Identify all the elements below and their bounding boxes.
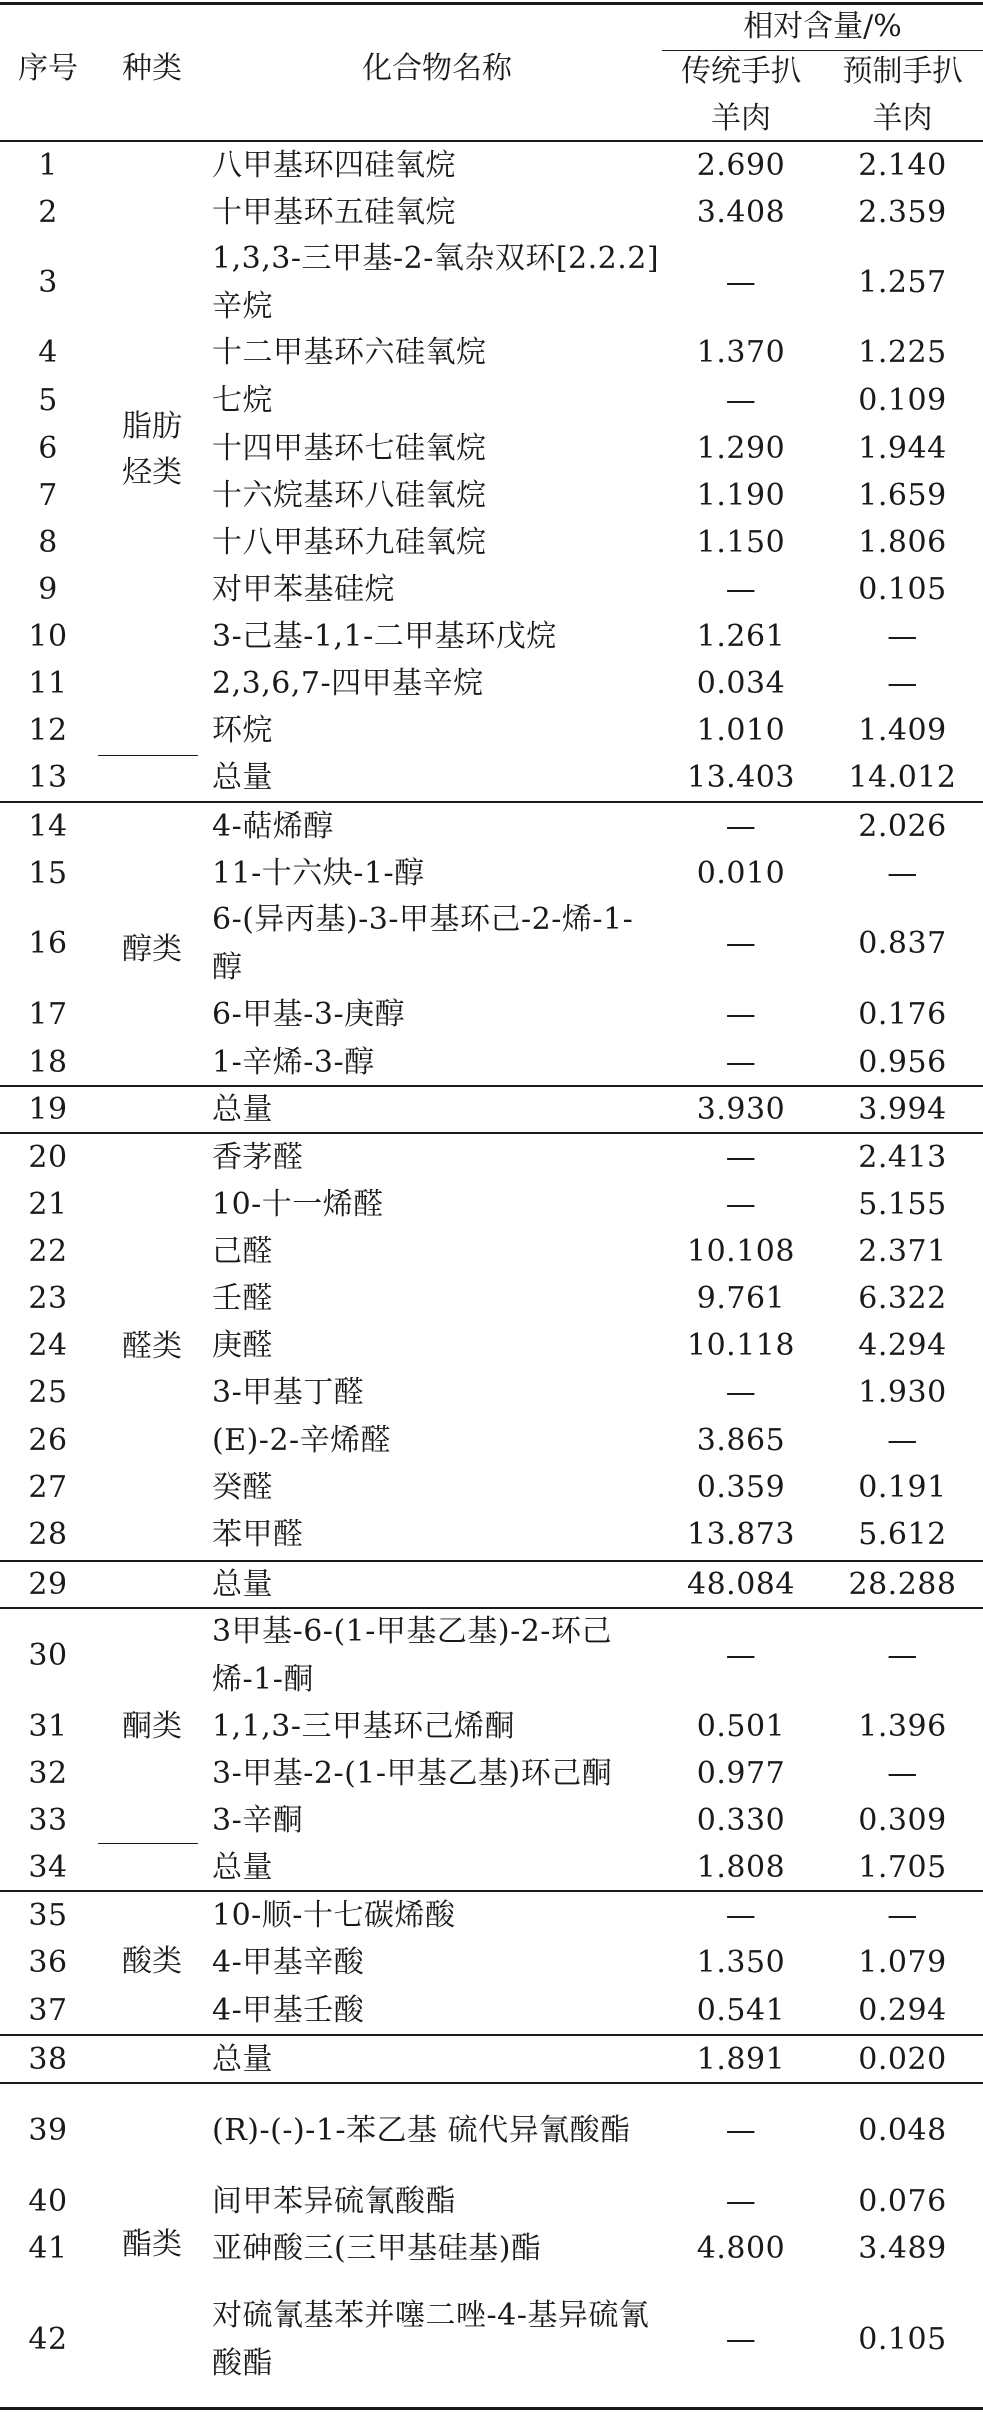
table-row	[0, 377, 983, 425]
traditional-value: —	[725, 1186, 757, 1222]
table-row	[0, 2272, 983, 2407]
row-index: 38	[28, 2042, 68, 2077]
table-row	[0, 1322, 983, 1369]
compound-name: 2,3,6,7-四甲基辛烷	[212, 665, 484, 701]
prefabricated-value: 0.105	[858, 2321, 947, 2357]
traditional-value: 9.761	[696, 1280, 786, 1316]
table-row	[0, 1750, 983, 1797]
row-index: 11	[28, 665, 68, 701]
traditional-value: 0.541	[696, 1992, 786, 2028]
prefabricated-value: 0.294	[858, 1992, 947, 2028]
row-index: 29	[28, 1567, 68, 1602]
row-index: 18	[28, 1044, 68, 1080]
prefabricated-value: 2.026	[858, 808, 947, 844]
table-row	[0, 1181, 983, 1228]
table-row	[0, 1039, 983, 1086]
prefabricated-value: 1.659	[858, 477, 947, 513]
traditional-value: —	[725, 264, 757, 300]
table-row	[0, 1797, 983, 1844]
compound-name: 十六烷基环八硅氧烷	[212, 477, 487, 513]
prefabricated-value: 5.155	[858, 1186, 947, 1222]
row-index: 10	[28, 618, 68, 654]
row-index: 32	[28, 1755, 68, 1791]
table-row	[0, 519, 983, 566]
prefabricated-value: 0.176	[858, 997, 947, 1032]
traditional-value: —	[725, 1897, 757, 1933]
compound-name: 壬醛	[212, 1280, 273, 1316]
traditional-value: 1.150	[696, 524, 786, 560]
row-index: 21	[28, 1186, 68, 1222]
traditional-value: 0.501	[696, 1708, 786, 1744]
row-index: 27	[28, 1469, 68, 1505]
table-row	[0, 707, 983, 754]
prefabricated-value: 28.288	[848, 1567, 957, 1602]
table-row	[0, 236, 983, 329]
row-index: 5	[38, 383, 58, 418]
row-index: 2	[38, 194, 58, 230]
prefabricated-value: 6.322	[858, 1280, 947, 1316]
row-index: 35	[28, 1897, 68, 1933]
table-row	[0, 566, 983, 613]
compound-name: 总量	[212, 1567, 273, 1602]
table-row	[0, 142, 983, 189]
row-index: 40	[28, 2184, 68, 2219]
row-index: 22	[28, 1233, 68, 1269]
row-index: 34	[28, 1850, 68, 1885]
row-index: 37	[28, 1992, 68, 2028]
table-row	[0, 1609, 983, 1703]
table-row	[0, 1369, 983, 1417]
prefabricated-value: 0.076	[858, 2184, 947, 2219]
row-index: 31	[28, 1708, 68, 1744]
table-row	[0, 1464, 983, 1511]
row-index: 42	[28, 2321, 68, 2357]
traditional-value: 1.350	[696, 1945, 786, 1980]
prefabricated-value: —	[887, 1897, 918, 1933]
traditional-value: —	[725, 997, 757, 1032]
compound-name: 总量	[212, 1092, 273, 1127]
prefabricated-value: 1.705	[858, 1850, 947, 1885]
row-index: 19	[28, 1092, 68, 1127]
traditional-value: —	[725, 1044, 757, 1080]
row-index: 23	[28, 1280, 68, 1316]
row-index: 3	[38, 264, 58, 300]
traditional-value: 3.930	[696, 1092, 786, 1127]
table-row	[0, 1511, 983, 1558]
compound-name: 间甲苯异硫氰酸酯	[212, 2184, 456, 2219]
table-row	[0, 2084, 983, 2178]
compound-name: 对甲苯基硅烷	[212, 571, 395, 607]
prefabricated-value: —	[887, 665, 918, 701]
header-relative-content: 相对含量/%	[743, 8, 902, 44]
prefabricated-value: 0.105	[858, 571, 947, 607]
prefabricated-value: 3.994	[858, 1092, 947, 1127]
compound-name: 环烷	[212, 712, 273, 748]
table-row	[0, 1134, 983, 1181]
traditional-value: —	[725, 2113, 757, 2148]
prefabricated-value: 1.944	[858, 430, 947, 466]
row-index: 24	[28, 1327, 68, 1363]
traditional-value: 1.290	[696, 430, 786, 466]
compound-name: 3-甲基丁醛	[212, 1375, 365, 1410]
table-row	[0, 2178, 983, 2226]
prefabricated-value: 1.079	[858, 1945, 947, 1980]
traditional-value: —	[725, 571, 757, 607]
traditional-value: 0.359	[696, 1469, 786, 1505]
prefabricated-value: 1.396	[858, 1708, 947, 1744]
table-row	[0, 1939, 983, 1987]
traditional-value: 13.873	[687, 1516, 795, 1552]
compound-name: 十四甲基环七硅氧烷	[212, 430, 487, 466]
traditional-value: —	[725, 1139, 757, 1175]
table-row	[0, 613, 983, 660]
header-prefabricated: 预制手扒羊肉	[842, 53, 963, 136]
prefabricated-value: 0.837	[858, 926, 947, 961]
table-row	[0, 2226, 983, 2272]
row-index: 8	[38, 524, 58, 560]
compound-name: 十二甲基环六硅氧烷	[212, 335, 487, 370]
prefabricated-value: 2.359	[858, 194, 947, 230]
header-index: 序号	[18, 50, 78, 86]
prefabricated-value: 0.048	[858, 2113, 947, 2148]
traditional-value: 0.330	[696, 1802, 786, 1838]
compound-name: 4-甲基辛酸	[212, 1945, 365, 1980]
row-index: 33	[28, 1802, 68, 1838]
compound-name: 八甲基环四硅氧烷	[212, 147, 456, 183]
compound-name: 6-(异丙基)-3-甲基环己-2-烯-1-醇	[212, 902, 634, 985]
compound-name: 庚醛	[212, 1327, 273, 1363]
prefabricated-value: 3.489	[858, 2231, 947, 2266]
traditional-value: 1.370	[696, 335, 786, 370]
row-index: 13	[28, 760, 68, 795]
prefabricated-value: 1.225	[858, 335, 947, 370]
row-index: 39	[28, 2113, 68, 2148]
total-row	[0, 1086, 983, 1134]
compound-name: 香茅醛	[212, 1139, 304, 1175]
traditional-value: 48.084	[687, 1567, 795, 1602]
compound-name: 总量	[212, 760, 273, 795]
traditional-value: 3.408	[696, 194, 786, 230]
compound-name: 1,1,3-三甲基环己烯酮	[212, 1708, 515, 1744]
compound-name: 苯甲醛	[212, 1516, 304, 1552]
total-row	[0, 1561, 983, 1609]
header-type: 种类	[122, 50, 182, 86]
traditional-value: 1.891	[696, 2042, 786, 2077]
compound-name: 总量	[212, 1850, 273, 1885]
row-index: 15	[28, 855, 68, 891]
total-row	[0, 2036, 983, 2084]
row-index: 6	[38, 430, 58, 466]
prefabricated-value: —	[887, 618, 918, 654]
compound-name: 10-十一烯醛	[212, 1186, 384, 1222]
traditional-value: 10.118	[687, 1327, 795, 1363]
row-index: 1	[38, 147, 58, 183]
row-index: 7	[38, 477, 58, 513]
bottom-rule	[0, 2407, 983, 2410]
table-row	[0, 1987, 983, 2034]
row-index: 9	[38, 571, 58, 607]
compound-name: 3-辛酮	[212, 1802, 304, 1838]
compound-name: (R)-(-)-1-苯乙基 硫代异氰酸酯	[212, 2113, 631, 2148]
compound-name: 1,3,3-三甲基-2-氧杂双环[2.2.2]辛烷	[212, 240, 660, 324]
compound-name: 七烷	[212, 383, 273, 418]
compound-name: 十甲基环五硅氧烷	[212, 194, 456, 230]
compound-name: 总量	[212, 2042, 273, 2077]
compound-name: 11-十六炔-1-醇	[212, 855, 425, 891]
compound-name: 3-己基-1,1-二甲基环戊烷	[212, 618, 557, 654]
compound-name: 对硫氰基苯并噻二唑-4-基异硫氰酸酯	[212, 2297, 650, 2381]
prefabricated-value: 1.930	[858, 1375, 947, 1410]
prefabricated-value: 2.140	[858, 147, 947, 183]
table-row	[0, 1228, 983, 1275]
header-traditional: 传统手扒羊肉	[681, 53, 801, 136]
table-row	[0, 803, 983, 850]
traditional-value: 1.808	[696, 1850, 786, 1885]
table-row	[0, 1892, 983, 1939]
prefabricated-value: 0.020	[858, 2042, 947, 2077]
traditional-value: —	[725, 808, 757, 844]
compound-name: 1-辛烯-3-醇	[212, 1044, 375, 1080]
row-index: 28	[28, 1516, 68, 1552]
prefabricated-value: 4.294	[858, 1327, 947, 1363]
prefabricated-value: 1.257	[858, 264, 947, 300]
compound-name: 十八甲基环九硅氧烷	[212, 524, 487, 560]
row-index: 41	[28, 2231, 68, 2266]
traditional-value: 1.190	[696, 477, 786, 513]
compound-name: 6-甲基-3-庚醇	[212, 997, 406, 1032]
traditional-value: 1.261	[696, 618, 786, 654]
prefabricated-value: —	[887, 1422, 918, 1458]
category-alcohols: 醇类	[122, 931, 182, 967]
compound-name: 4-萜烯醇	[212, 808, 334, 844]
category-ketones: 酮类	[122, 1708, 182, 1744]
prefabricated-value: —	[887, 855, 918, 891]
total-row	[0, 1844, 983, 1892]
compound-name: 3-甲基-2-(1-甲基乙基)环己酮	[212, 1755, 613, 1791]
row-index: 14	[28, 808, 68, 844]
prefabricated-value: 1.409	[858, 712, 947, 748]
traditional-value: 2.690	[696, 147, 786, 183]
table-row	[0, 1275, 983, 1322]
traditional-value: —	[725, 1638, 757, 1673]
traditional-value: 1.010	[696, 712, 786, 748]
compound-name: (E)-2-辛烯醛	[212, 1422, 392, 1458]
header-compound-name: 化合物名称	[362, 50, 512, 86]
traditional-value: 13.403	[687, 760, 795, 795]
traditional-value: 0.034	[696, 665, 786, 701]
compound-name: 10-顺-十七碳烯酸	[212, 1897, 456, 1933]
row-index: 36	[28, 1945, 68, 1980]
traditional-value: —	[725, 383, 757, 418]
compound-name: 4-甲基壬酸	[212, 1992, 365, 2028]
prefabricated-value: —	[887, 1638, 918, 1673]
table-row	[0, 897, 983, 991]
table-row	[0, 850, 983, 897]
prefabricated-value: —	[887, 1755, 918, 1791]
prefabricated-value: 5.612	[858, 1516, 947, 1552]
prefabricated-value: 1.806	[858, 524, 947, 560]
compound-name: 癸醛	[212, 1469, 273, 1505]
table-row	[0, 329, 983, 377]
prefabricated-value: 2.371	[858, 1233, 947, 1269]
row-index: 26	[28, 1422, 68, 1458]
prefabricated-value: 2.413	[858, 1139, 947, 1175]
prefabricated-value: 0.191	[858, 1469, 947, 1505]
traditional-value: —	[725, 2321, 757, 2357]
prefabricated-value: 0.309	[858, 1802, 947, 1838]
traditional-value: 0.977	[696, 1755, 786, 1791]
traditional-value: 3.865	[696, 1422, 786, 1458]
row-index: 17	[28, 997, 68, 1032]
row-index: 4	[38, 335, 58, 370]
traditional-value: 4.800	[696, 2231, 786, 2266]
row-index: 12	[28, 712, 68, 748]
table-row	[0, 425, 983, 472]
total-row	[0, 754, 983, 802]
table-row	[0, 1703, 983, 1750]
category-acids: 酸类	[122, 1943, 182, 1979]
prefabricated-value: 0.109	[858, 383, 947, 418]
category-aliphatic: 脂肪烃类	[122, 408, 182, 490]
compound-name: 己醛	[212, 1233, 273, 1269]
traditional-value: 0.010	[696, 855, 786, 891]
compound-name: 3甲基-6-(1-甲基乙基)-2-环己烯-1-酮	[212, 1614, 612, 1697]
compound-name: 亚砷酸三(三甲基硅基)酯	[212, 2231, 542, 2266]
row-index: 20	[28, 1139, 68, 1175]
row-index: 30	[28, 1638, 68, 1673]
row-index: 16	[28, 926, 68, 961]
prefabricated-value: 0.956	[858, 1044, 947, 1080]
category-esters: 酯类	[122, 2226, 182, 2262]
traditional-value: —	[725, 926, 757, 961]
row-index: 25	[28, 1375, 68, 1410]
table-row	[0, 991, 983, 1039]
traditional-value: 10.108	[687, 1233, 795, 1269]
table-row	[0, 1417, 983, 1464]
table-row	[0, 660, 983, 707]
category-aldehydes: 醛类	[122, 1328, 182, 1364]
traditional-value: —	[725, 1375, 757, 1410]
prefabricated-value: 14.012	[848, 760, 957, 795]
table-row	[0, 189, 983, 236]
traditional-value: —	[725, 2184, 757, 2219]
table-row	[0, 472, 983, 519]
